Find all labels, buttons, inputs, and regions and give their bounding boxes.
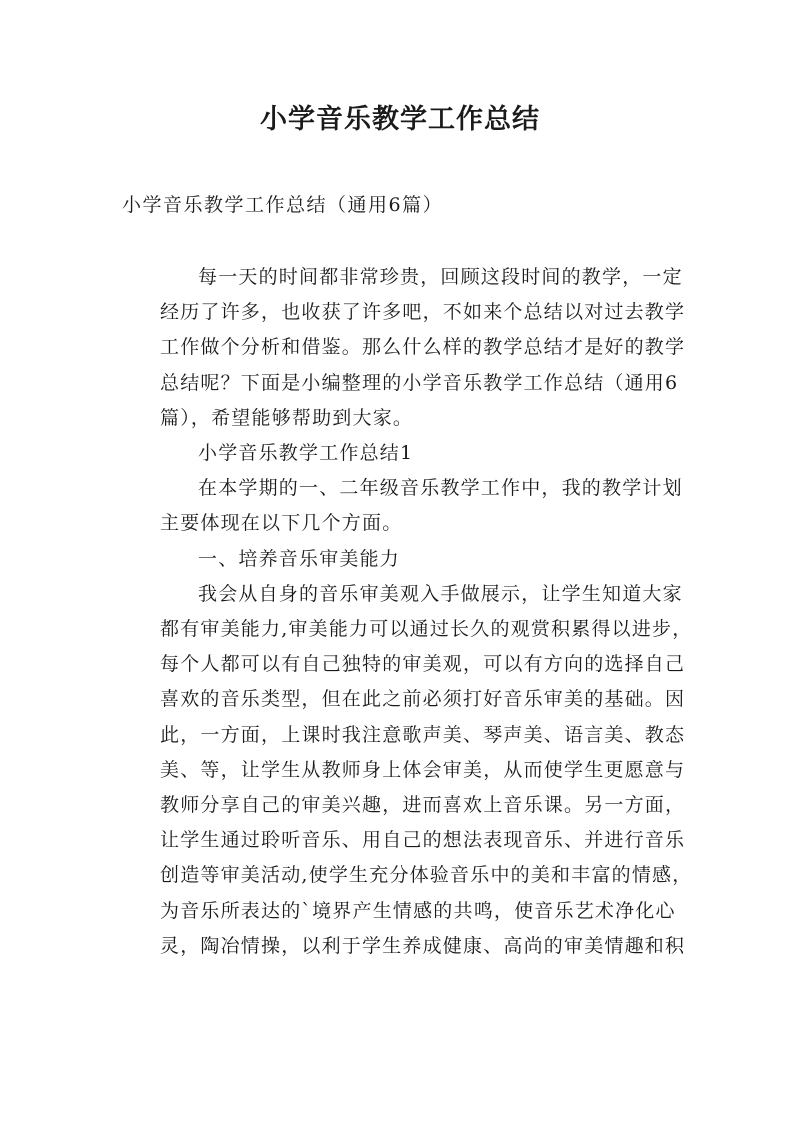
paragraph-subheading [122, 542, 678, 577]
text-line: 都有审美能力,审美能力可以通过长久的观赏积累得以进步， [160, 618, 693, 641]
text-line: 总结呢？下面是小编整理的小学音乐教学工作总结（通用6 [160, 371, 679, 394]
text-line: 一、培养音乐审美能力 [198, 547, 401, 570]
document-subtitle: 小学音乐教学工作总结（通用6篇） [122, 194, 444, 216]
paragraph-plan [122, 471, 683, 541]
text-line: 喜欢的音乐类型，但在此之前必须打好音乐审美的基础。因 [160, 688, 686, 711]
text-line: 为音乐所表达的`境界产生情感的共鸣，使音乐艺术净化心 [160, 899, 676, 922]
text-line: 在本学期的一、二年级音乐教学工作中，我的教学计划 [198, 477, 683, 500]
paragraph-section-heading [122, 436, 678, 471]
text-line: 工作做个分析和借鉴。那么什么样的教学总结才是好的教学 [160, 336, 686, 359]
text-line: 每一天的时间都非常珍贵，回顾这段时间的教学，一定 [198, 266, 683, 288]
text-line: 小学音乐教学工作总结1 [198, 442, 414, 465]
text-line: 灵，陶冶情操，以利于学生养成健康、高尚的审美情趣和积 [160, 934, 686, 957]
text-line: 此，一方面，上课时我注意歌声美、琴声美、语言美、教态 [160, 723, 686, 746]
text-line: 经历了许多，也收获了许多吧，不如来个总结以对过去教学 [160, 301, 686, 324]
document-body [122, 260, 693, 964]
text-line: 主要体现在以下几个方面。 [160, 512, 403, 535]
text-line: 每个人都可以有自己独特的审美观，可以有方向的选择自己 [160, 653, 686, 676]
document-title: 小学音乐教学工作总结 [260, 104, 540, 135]
paragraph-intro [122, 260, 686, 436]
text-line: 教师分享自己的审美兴趣，进而喜欢上音乐课。另一方面， [160, 794, 686, 817]
paragraph-aesthetic [122, 577, 693, 964]
text-line: 让学生通过聆听音乐、用自己的想法表现音乐、并进行音乐 [160, 829, 686, 852]
text-line: 篇），希望能够帮助到大家。 [160, 406, 414, 429]
text-line: 创造等审美活动,使学生充分体验音乐中的美和丰富的情感， [160, 864, 693, 887]
text-line: 美、等，让学生从教师身上体会审美，从而使学生更愿意与 [160, 758, 686, 781]
text-line: 我会从自身的音乐审美观入手做展示，让学生知道大家 [198, 582, 683, 605]
